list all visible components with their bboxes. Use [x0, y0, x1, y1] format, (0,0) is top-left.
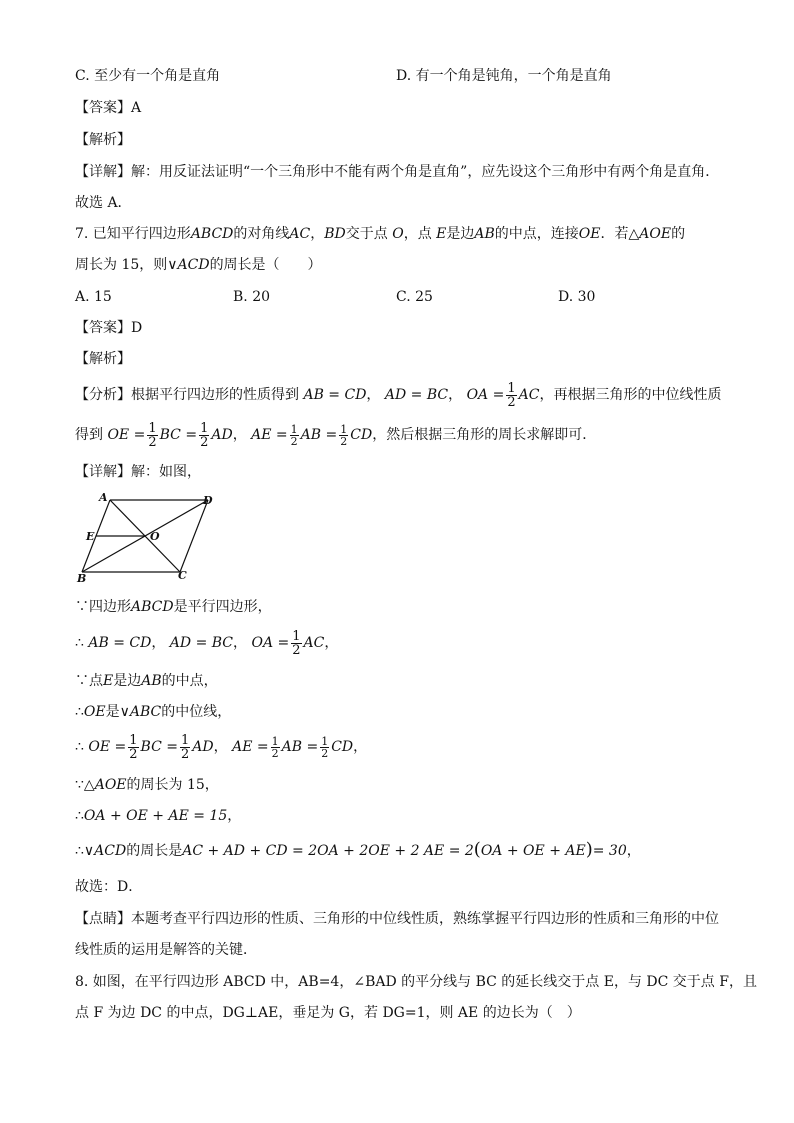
proof-step-1: ∵四边形ABCD是平行四边形，: [75, 599, 272, 615]
label-d: D: [203, 494, 213, 507]
q7-fenxi-line2: 得到 OE = $\frac{1}{2}$ BC = $\frac{1}{2}$ AD， AE = $\frac{1}{2}$ AB = $\frac{1}{2}$ CD，然后根据三角形的周长求解即可．: [75, 420, 597, 450]
proof-step-3: ∵点E是边AB的中点，: [75, 673, 218, 689]
q6-choose: 故选 A．: [75, 195, 132, 211]
proof-step-5: ∴ OE = $\frac{1}{2}$ BC = $\frac{1}{2}$ AD， AE = $\frac{1}{2}$ AB = $\frac{1}{2}$ CD，: [75, 732, 368, 762]
q6-option-d: D. 有一个角是钝角，一个角是直角: [396, 68, 612, 84]
q7-detail-head: 【详解】解：如图，: [75, 464, 201, 480]
proof-step-7: ∴OA + OE + AE = 15，: [75, 808, 242, 824]
q7-fenxi-line1: 【分析】根据平行四边形的性质得到 AB = CD， AD = BC， OA = $\frac{1}{2}$ AC，再根据三角形的中位线性质: [75, 380, 722, 410]
parallelogram-figure: [74, 490, 224, 586]
fraction-one-half: $\frac{1}{2}$: [181, 732, 190, 762]
proof-step-8: ∴∨ACD的周长是AC + AD + CD = 2OA + 2OE + 2 AE = 2(OA + OE + AE)= 30，: [75, 839, 641, 860]
label-a: A: [99, 491, 108, 504]
q6-analysis-label: 【解析】: [75, 132, 131, 148]
label-b: B: [77, 572, 87, 585]
q7-option-d: D. 30: [558, 289, 596, 305]
proof-step-2: ∴ AB = CD， AD = BC， OA = $\frac{1}{2}$ AC，: [75, 628, 339, 658]
q8-stem-line2: 点 F 为边 DC 的中点，DG⊥AE，垂足为 G，若 DG=1，则 AE 的边长为（ ）: [75, 1005, 581, 1021]
proof-step-4: ∴OE是∨ABC的中位线，: [75, 704, 232, 720]
fraction-one-half: $\frac{1}{2}$: [200, 420, 209, 450]
label-c: C: [178, 569, 187, 582]
fraction-one-half: $\frac{1}{2}$: [292, 628, 301, 658]
q8-stem-line1: 8. 如图，在平行四边形 ABCD 中，AB=4，∠BAD 的平分线与 BC 的延长线交于点 E，与 DC 交于点 F，且: [75, 974, 757, 990]
fraction-one-half: $\frac{1}{2}$: [321, 734, 329, 760]
proof-step-6: ∵△AOE的周长为 15，: [75, 777, 219, 793]
q7-stem-line1: 7. 已知平行四边形ABCD的对角线AC，BD交于点 O，点 E是边AB的中点，连接OE．若△AOE的: [75, 226, 686, 242]
q7-option-a: A. 15: [75, 289, 112, 305]
label-o: O: [150, 530, 160, 543]
q7-choose: 故选：D．: [75, 879, 143, 895]
fraction-one-half: $\frac{1}{2}$: [507, 380, 516, 410]
q6-option-c: C. 至少有一个角是直角: [75, 68, 221, 84]
q7-option-b: B. 20: [233, 289, 271, 305]
q6-answer: 【答案】A: [75, 100, 142, 116]
segment-dc: [180, 500, 208, 572]
q7-dianjing-line2: 线性质的运用是解答的关键．: [75, 942, 257, 958]
fraction-one-half: $\frac{1}{2}$: [271, 734, 279, 760]
fraction-one-half: $\frac{1}{2}$: [148, 420, 157, 450]
q7-answer: 【答案】D: [75, 320, 143, 336]
q7-dianjing-line1: 【点睛】本题考查平行四边形的性质、三角形的中位线性质，熟练掌握平行四边形的性质和三角形的中位: [75, 911, 719, 927]
q6-detail: 【详解】解：用反证法证明“一个三角形中不能有两个角是直角”，应先设这个三角形中有两个角是直角．: [75, 164, 720, 180]
q7-option-c: C. 25: [396, 289, 433, 305]
label-e: E: [86, 530, 95, 543]
q7-stem-line2: 周长为 15，则∨ACD的周长是（ ）: [75, 257, 322, 273]
fraction-one-half: $\frac{1}{2}$: [129, 732, 138, 762]
fraction-one-half: $\frac{1}{2}$: [290, 422, 298, 448]
q7-analysis-label: 【解析】: [75, 351, 131, 367]
fraction-one-half: $\frac{1}{2}$: [340, 422, 348, 448]
